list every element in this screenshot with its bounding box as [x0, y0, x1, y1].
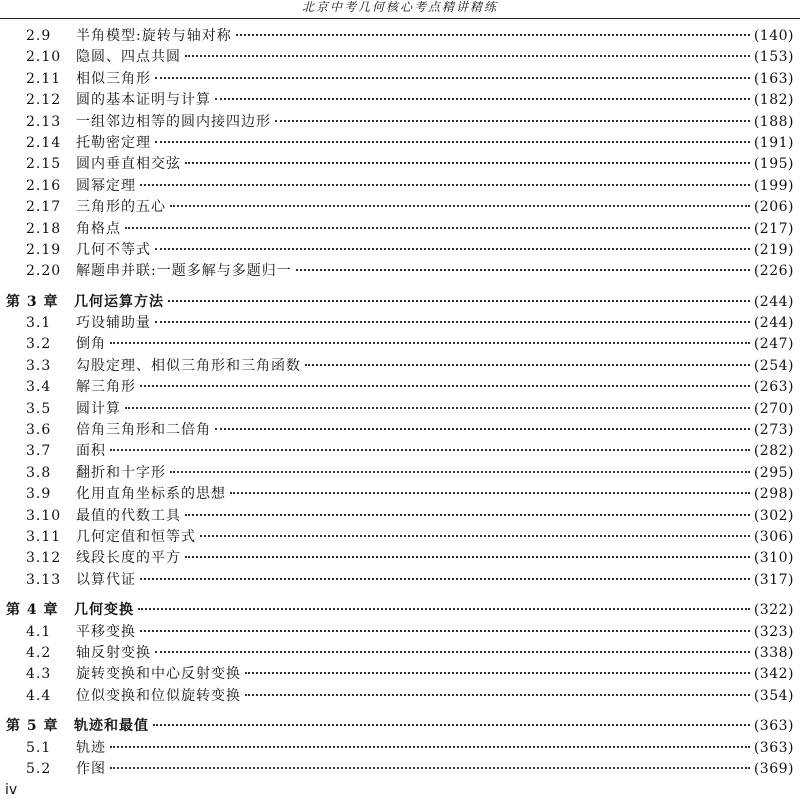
toc-number: 5.2 [26, 760, 52, 777]
toc-section-row[interactable] [0, 548, 800, 569]
dot-leader [230, 492, 750, 494]
toc-page-number: (342) [753, 666, 794, 683]
toc-number: 3.9 [26, 486, 52, 503]
dot-leader [155, 248, 750, 250]
toc-section-row[interactable] [0, 154, 800, 175]
dot-leader [153, 724, 750, 726]
dot-leader [236, 34, 750, 36]
toc-title: 半角模型:旋转与轴对称 [76, 28, 232, 44]
toc-section-row[interactable] [0, 176, 800, 197]
toc-title: 托勒密定理 [76, 134, 151, 151]
toc-number: 2.15 [26, 156, 62, 173]
toc-title: 以算代证 [76, 571, 136, 588]
toc-page-number: (199) [753, 177, 794, 194]
toc-page-number: (323) [753, 623, 794, 640]
toc-page-number: (322) [753, 602, 794, 619]
toc-number: 3.12 [26, 550, 62, 567]
toc-number: 3.6 [26, 422, 52, 439]
toc-number: 3.2 [26, 336, 52, 353]
toc-page-number: (282) [753, 443, 794, 460]
toc-title: 面积 [76, 443, 106, 460]
toc-page-number: (338) [753, 644, 794, 661]
toc-section-row[interactable] [0, 112, 800, 133]
dot-leader [110, 449, 750, 451]
dot-leader [155, 141, 750, 143]
toc-section-row[interactable] [0, 261, 800, 282]
toc-number: 3.8 [26, 464, 52, 481]
toc-number: 2.18 [26, 220, 62, 237]
dot-leader [245, 694, 750, 696]
toc-page-number: (219) [753, 241, 794, 258]
toc-chapter-row[interactable] [0, 600, 800, 621]
dot-leader [140, 184, 750, 186]
toc-title: 解题串并联:一题多解与多题归一 [76, 263, 292, 280]
toc-title: 解三角形 [76, 379, 136, 396]
toc-page-number: (244) [753, 315, 794, 332]
toc-title: 角格点 [76, 220, 121, 237]
toc-number: 2.17 [26, 199, 62, 216]
dot-leader [140, 578, 750, 580]
toc-page-number: (226) [753, 263, 794, 280]
toc-title: 几何变换 [74, 602, 134, 619]
toc-section-row[interactable] [0, 133, 800, 154]
toc-section-row[interactable] [0, 686, 800, 707]
toc-number: 3.10 [26, 507, 62, 524]
toc-section-row[interactable] [0, 90, 800, 111]
toc-section-row[interactable] [0, 240, 800, 261]
toc-number: 4.3 [26, 666, 52, 683]
toc-section-row[interactable] [0, 69, 800, 90]
toc-number: 2.19 [26, 241, 62, 258]
dot-leader [155, 651, 750, 653]
toc-page-number: (247) [753, 336, 794, 353]
toc-number: 3.5 [26, 400, 52, 417]
toc-chapter-row[interactable] [0, 716, 800, 737]
toc-section-row[interactable] [0, 484, 800, 505]
dot-leader [185, 556, 750, 558]
toc-title: 隐圆、四点共圆 [76, 49, 181, 66]
toc-section-row[interactable] [0, 622, 800, 643]
toc-title: 相似三角形 [76, 70, 151, 87]
toc-number: 第 3 章 [6, 293, 59, 310]
toc-title: 勾股定理、相似三角形和三角函数 [76, 357, 301, 374]
dot-leader [168, 300, 750, 302]
toc-number: 2.9 [26, 28, 52, 44]
toc-section-row[interactable] [0, 664, 800, 685]
toc-section-row[interactable] [0, 26, 800, 47]
toc-number: 4.1 [26, 623, 52, 640]
toc-title: 位似变换和位似旋转变换 [76, 687, 241, 704]
toc-page-number: (254) [753, 357, 794, 374]
toc-number: 2.10 [26, 49, 62, 66]
toc-title: 倍角三角形和二倍角 [76, 422, 211, 439]
toc-number: 2.20 [26, 263, 62, 280]
toc-number: 第 5 章 [6, 718, 59, 735]
toc-section-row[interactable] [0, 219, 800, 240]
toc-title: 几何不等式 [76, 241, 151, 258]
toc-number: 3.13 [26, 571, 62, 588]
dot-leader [305, 364, 750, 366]
toc-number: 4.2 [26, 644, 52, 661]
toc-page-number: (270) [753, 400, 794, 417]
toc-page-number: (295) [753, 464, 794, 481]
toc-section-row[interactable] [0, 643, 800, 664]
toc-section-row[interactable] [0, 313, 800, 334]
toc-page-number: (182) [753, 92, 794, 109]
toc-title: 倒角 [76, 336, 106, 353]
toc-number: 3.1 [26, 315, 52, 332]
toc-number: 2.12 [26, 92, 62, 109]
toc-number: 5.1 [26, 739, 52, 756]
toc-title: 圆计算 [76, 400, 121, 417]
dot-leader [170, 205, 750, 207]
dot-leader [125, 407, 750, 409]
dot-leader [215, 428, 750, 430]
toc-page-number: (354) [753, 687, 794, 704]
dot-leader [275, 120, 750, 122]
toc-section-row[interactable] [0, 420, 800, 441]
toc-page-number: (153) [753, 49, 794, 66]
toc-title: 一组邻边相等的圆内接四边形 [76, 113, 271, 130]
dot-leader [138, 608, 750, 610]
toc-page-number: (363) [753, 739, 794, 756]
dot-leader [110, 342, 750, 344]
dot-leader [155, 77, 750, 79]
toc-page-number: (140) [753, 28, 794, 44]
dot-leader [245, 672, 750, 674]
dot-leader [125, 227, 750, 229]
toc-section-row[interactable] [0, 759, 800, 780]
toc-page-number: (273) [753, 422, 794, 439]
toc-title: 轨迹 [76, 739, 106, 756]
toc-title: 线段长度的平方 [76, 550, 181, 567]
dot-leader [185, 514, 750, 516]
toc-chapter-row[interactable] [0, 292, 800, 313]
toc-page-number: (206) [753, 199, 794, 216]
toc-page-number: (310) [753, 550, 794, 567]
toc-number: 3.11 [26, 528, 62, 545]
table-of-contents [0, 26, 800, 780]
toc-number: 3.4 [26, 379, 52, 396]
toc-title: 翻折和十字形 [76, 464, 166, 481]
toc-number: 2.16 [26, 177, 62, 194]
toc-title: 化用直角坐标系的思想 [76, 486, 226, 503]
toc-page-number: (163) [753, 70, 794, 87]
toc-section-row[interactable] [0, 441, 800, 462]
dot-leader [140, 385, 750, 387]
toc-page-number: (298) [753, 486, 794, 503]
dot-leader [110, 767, 750, 769]
dot-leader [185, 162, 750, 164]
toc-title: 圆幂定理 [76, 177, 136, 194]
toc-page-number: (195) [753, 156, 794, 173]
toc-title: 轴反射变换 [76, 644, 151, 661]
toc-title: 巧设辅助量 [76, 315, 151, 332]
toc-title: 几何定值和恒等式 [76, 528, 196, 545]
toc-number: 3.3 [26, 357, 52, 374]
book-title: 北京中考几何核心考点精讲精练 [301, 0, 498, 14]
toc-title: 三角形的五心 [76, 199, 166, 216]
toc-title: 最值的代数工具 [76, 507, 181, 524]
dot-leader [215, 98, 750, 100]
toc-section-row[interactable] [0, 738, 800, 759]
toc-section-row[interactable] [0, 197, 800, 218]
toc-section-row[interactable] [0, 399, 800, 420]
toc-section-row[interactable] [0, 47, 800, 68]
toc-page-number: (217) [753, 220, 794, 237]
dot-leader [185, 55, 750, 57]
toc-page-number: (369) [753, 760, 794, 777]
toc-page-number: (191) [753, 134, 794, 151]
dot-leader [170, 471, 750, 473]
toc-page-number: (363) [753, 718, 794, 735]
toc-page-number: (302) [753, 507, 794, 524]
toc-section-row[interactable] [0, 527, 800, 548]
toc-page-number: (263) [753, 379, 794, 396]
toc-title: 圆的基本证明与计算 [76, 92, 211, 109]
toc-number: 4.4 [26, 687, 52, 704]
dot-leader [140, 630, 750, 632]
toc-section-row[interactable] [0, 356, 800, 377]
toc-title: 圆内垂直相交弦 [76, 156, 181, 173]
toc-page-number: (306) [753, 528, 794, 545]
dot-leader [296, 269, 750, 271]
toc-title: 几何运算方法 [74, 293, 164, 310]
toc-section-row[interactable] [0, 463, 800, 484]
toc-title: 旋转变换和中心反射变换 [76, 666, 241, 683]
toc-section-row[interactable] [0, 377, 800, 398]
toc-section-row[interactable] [0, 570, 800, 591]
toc-page-number: (317) [753, 571, 794, 588]
toc-title: 轨迹和最值 [74, 718, 149, 735]
dot-leader [200, 535, 750, 537]
toc-number: 2.11 [26, 70, 62, 87]
running-header [0, 0, 800, 19]
toc-page-number: (188) [753, 113, 794, 130]
page-number: iv [5, 782, 18, 798]
dot-leader [110, 746, 750, 748]
toc-number: 2.13 [26, 113, 62, 130]
toc-section-row[interactable] [0, 334, 800, 355]
dot-leader [155, 321, 750, 323]
toc-title: 平移变换 [76, 623, 136, 640]
toc-section-row[interactable] [0, 506, 800, 527]
toc-number: 3.7 [26, 443, 52, 460]
toc-number: 第 4 章 [6, 602, 59, 619]
toc-number: 2.14 [26, 134, 62, 151]
toc-title: 作图 [76, 760, 106, 777]
toc-page-number: (244) [753, 293, 794, 310]
